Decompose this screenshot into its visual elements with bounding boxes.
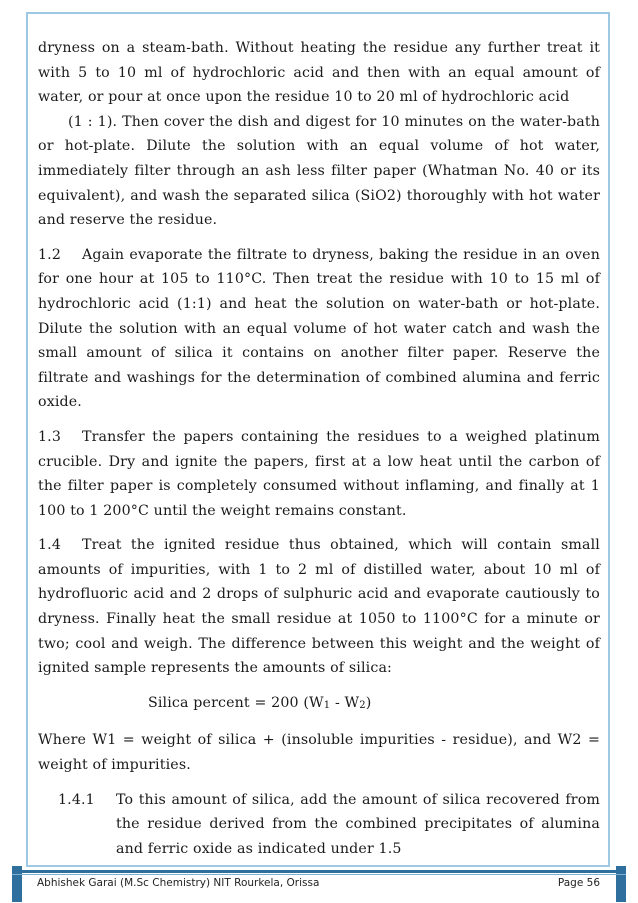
paragraph-continued	[38, 36, 600, 233]
paragraph-text: Again evaporate the filtrate to dryness, baking the residue in an oven for one hour at 105 to 110°C. Then treat the residue with 10 to 15 ml of hydrochloric acid (1:1) and heat the solution on water-bath or hot-plate. Dilute the solution with an equal volume of hot water catch and wash the small amount of silica it contains on another filter paper. Reserve the filtrate and washings for the determination of combined alumina and ferric oxide.	[38, 246, 600, 411]
paragraph-text: Transfer the papers containing the residues to a weighed platinum crucible. Dry and ignite the papers, first at a low heat until the carbon of the filter paper is completely consumed without inflaming, and finally at 1 100 to 1 200°C until the weight remains constant.	[38, 428, 600, 519]
subscript: 1	[323, 699, 331, 711]
footer-rule-thin	[12, 874, 626, 875]
silica-equation	[38, 691, 600, 719]
equation-part: - W	[330, 694, 360, 711]
section-1-3	[38, 425, 600, 523]
equation-part: )	[365, 694, 372, 711]
paragraph-text: Treat the ignited residue thus obtained, which will contain small amounts of impurities, with 1 to 2 ml of distilled water, about 10 ml of hydrofluoric acid and 2 drops of sulphuric acid and evaporate cautiously to dryness. Finally heat the small residue at 1050 to 1100°C for a minute or two; cool and weigh. The difference between this weight and the weight of ignited sample represents the amounts of silica:	[38, 537, 600, 677]
section-number: 1.4.1	[58, 791, 95, 808]
definition-paragraph	[38, 728, 600, 777]
paragraph-text: Where W1 = weight of silica + (insoluble impurities - residue), and W2 = weight of impurities.	[38, 732, 600, 774]
document-body	[38, 36, 600, 861]
paragraph-text: (1 : 1). Then cover the dish and digest for 10 minutes on the water-bath or hot-plate. Dilute the solution with an equal volume of hot water, immediately filter through an ash less filter paper (Whatman No. 40 or its equivalent), and wash the separated silica (SiO2) thoroughly with hot water and reserve the residue.	[38, 113, 600, 229]
footer-author: Abhishek Garai (M.Sc Chemistry) NIT Rourkela, Orissa	[37, 877, 320, 889]
section-1-4-1	[38, 788, 600, 862]
footer-page-number: Page 56	[557, 877, 600, 889]
section-1-4	[38, 533, 600, 681]
section-number: 1.2	[38, 246, 62, 263]
paragraph-text: dryness on a steam-bath. Without heating the residue any further treat it with 5 to 10 ml of hydrochloric acid and then with an equal amount of water, or pour at once upon the residue 10 to 20 ml of hydrochloric acid	[38, 40, 600, 106]
footer-rule	[12, 870, 626, 873]
section-1-2	[38, 243, 600, 415]
section-number: 1.3	[38, 428, 62, 445]
subscript: 2	[359, 699, 366, 711]
equation-part: Silica percent = 200 (W	[148, 694, 324, 711]
section-number: 1.4	[38, 537, 62, 554]
paragraph-text: To this amount of silica, add the amount of silica recovered from the residue derived from the combined precipitates of alumina and ferric oxide as indicated under 1.5	[116, 791, 600, 857]
